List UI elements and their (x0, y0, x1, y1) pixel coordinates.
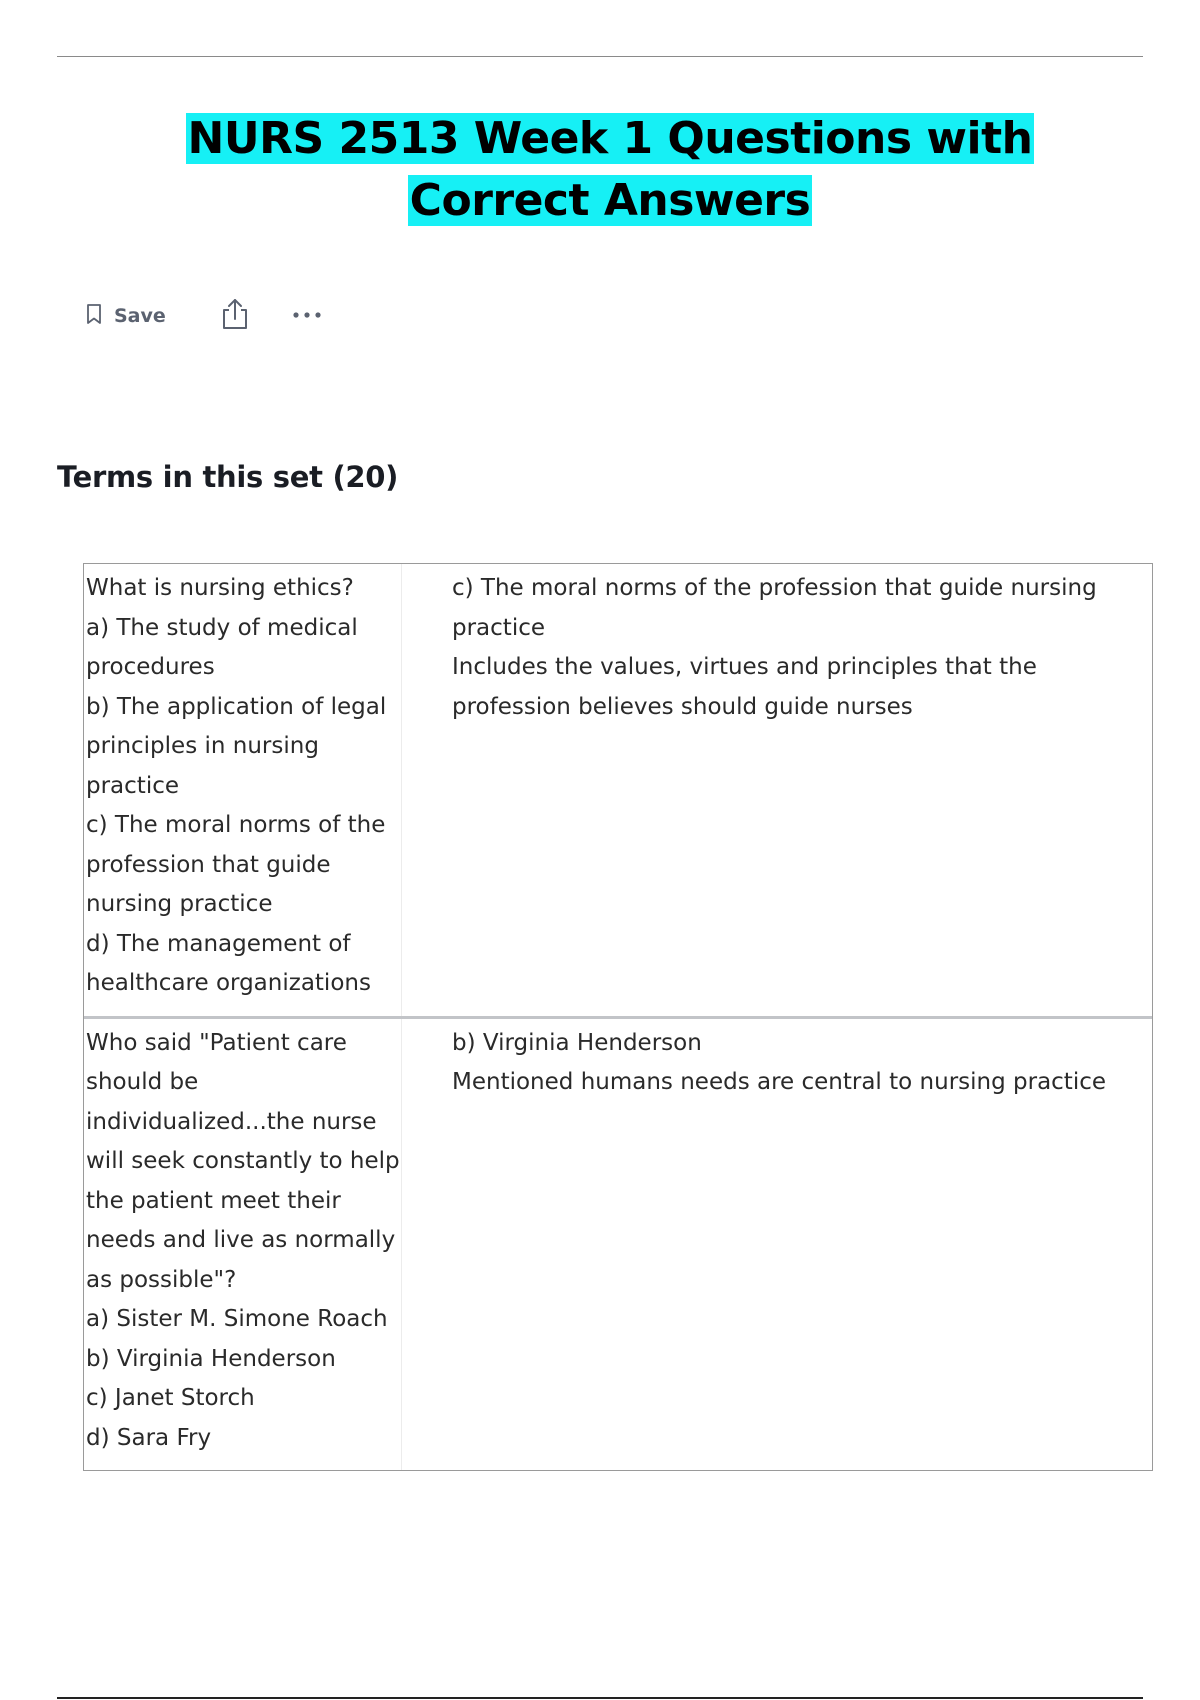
share-button[interactable] (220, 297, 250, 336)
document-title (110, 108, 1110, 232)
term-question: What is nursing ethics? a) The study of medical procedures b) The application of legal principles in nursing practice c) The moral norms of the profession that guide nursing practice d) The management of healthcare organizations (84, 564, 402, 1016)
term-question: Who said "Patient care should be individualized...the nurse will seek constantly to help the patient meet their needs and live as normally as possible"? a) Sister M. Simone Roach b) Virginia Henderson c) Janet Storch d) Sara Fry (84, 1019, 402, 1471)
bottom-divider (57, 1697, 1143, 1699)
terms-table (83, 563, 1153, 1471)
term-card[interactable] (84, 564, 1152, 1016)
top-divider (57, 56, 1143, 57)
term-answer: b) Virginia Henderson Mentioned humans needs are central to nursing practice (452, 1029, 1107, 1095)
title-text: NURS 2513 Week 1 Questions with Correct Answers (187, 113, 1033, 226)
term-answer: c) The moral norms of the profession that guide nursing practice Includes the values, virtues and principles that the profession believes should guide nurses (452, 575, 1097, 720)
action-bar (86, 296, 322, 336)
terms-heading: Terms in this set (20) (57, 460, 399, 494)
bookmark-icon (86, 303, 102, 330)
more-options-icon (292, 307, 322, 325)
term-card[interactable] (84, 1016, 1152, 1471)
more-options-button[interactable] (292, 307, 322, 325)
save-label: Save (114, 305, 166, 327)
share-icon (220, 297, 250, 336)
save-button[interactable] (86, 303, 166, 330)
